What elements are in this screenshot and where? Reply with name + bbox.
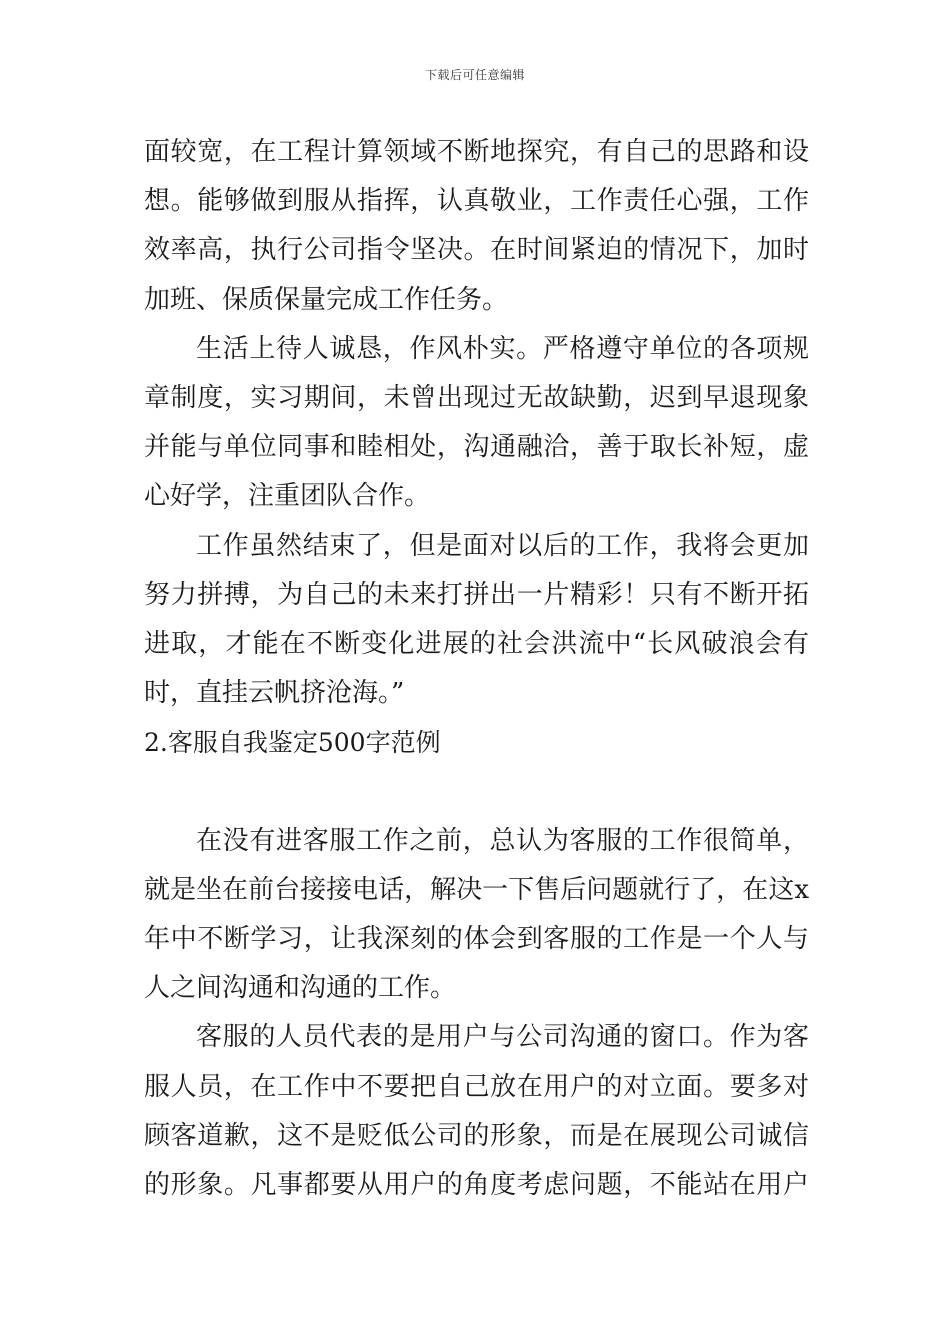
- text-line: 客服的人员代表的是用户与公司沟通的窗口。作为客: [196, 1022, 809, 1053]
- text-line: 生活上待人诚恳，作风朴实。严格遵守单位的各项规: [196, 333, 809, 364]
- text-line: 的形象。凡事都要从用户的角度考虑问题，不能站在用户: [144, 1169, 809, 1200]
- text-line: 在没有进客服工作之前，总认为客服的工作很简单，: [196, 825, 809, 856]
- text-line: 顾客道歉，这不是贬低公司的形象，而是在展现公司诚信: [144, 1120, 809, 1151]
- section-heading: 2.客服自我鉴定500字范例: [144, 728, 441, 758]
- text-line: 人之间沟通和沟通的工作。: [144, 973, 457, 1004]
- text-line: 努力拼搏，为自己的未来打拼出一片精彩！只有不断开拓: [144, 579, 809, 610]
- page-header: 下载后可任意编辑: [424, 68, 525, 82]
- text-line: 加班、保质保量完成工作任务。: [144, 284, 509, 315]
- text-line: 进取，才能在不断变化进展的社会洪流中“长风破浪会有: [144, 628, 809, 659]
- text-line: 章制度，实习期间，未曾出现过无故缺勤，迟到早退现象: [144, 382, 809, 413]
- text-line: 时，直挂云帆挤沧海。”: [144, 678, 405, 709]
- blank-line: [144, 767, 809, 816]
- text-line: 并能与单位同事和睦相处，沟通融洽，善于取长补短，虚: [144, 432, 809, 463]
- text-line: 年中不断学习，让我深刻的体会到客服的工作是一个人与: [144, 924, 809, 954]
- text-line: 就是坐在前台接接电话，解决一下售后问题就行了，在这x: [144, 874, 809, 905]
- text-line: 心好学，注重团队合作。: [144, 481, 431, 512]
- text-line: 想。能够做到服从指挥，认真敬业，工作责任心强，工作: [144, 186, 809, 217]
- text-line: 工作虽然结束了，但是面对以后的工作，我将会更加: [196, 530, 809, 561]
- text-line: 服人员，在工作中不要把自己放在用户的对立面。要多对: [144, 1071, 809, 1102]
- text-line: 效率高，执行公司指令坚决。在时间紧迫的情况下，加时: [144, 235, 809, 266]
- document-body: [144, 128, 809, 1210]
- text-line: 面较宽，在工程计算领域不断地探究，有自己的思路和设: [144, 137, 809, 167]
